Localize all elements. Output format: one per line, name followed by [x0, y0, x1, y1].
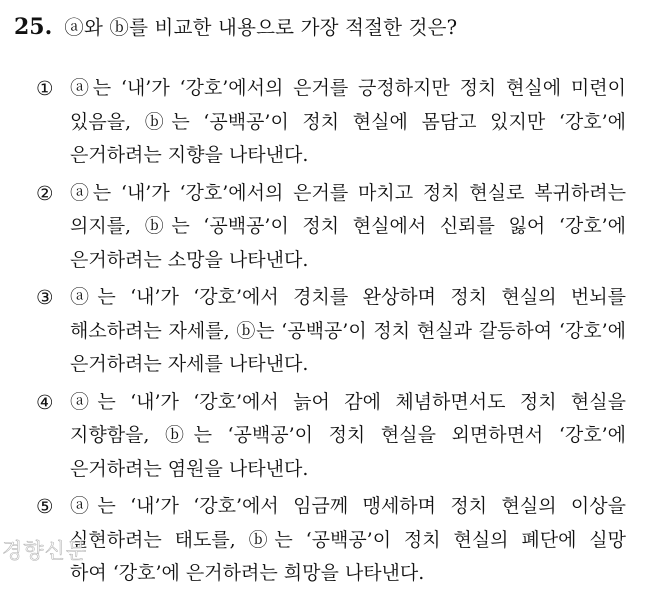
- option-marker: ⑤: [36, 495, 54, 518]
- answer-option-3[interactable]: [14, 281, 650, 382]
- answer-option-4[interactable]: [14, 386, 650, 487]
- exam-question: [14, 12, 650, 595]
- option-text-line: ⓐ는 ‘내’가 ‘강호’에서 경치를 완상하며 정치 현실의 번뇌를: [70, 286, 626, 308]
- option-text-line: ⓐ는 ‘내’가 ‘강호’에서 임금께 맹세하며 정치 현실의 이상을: [70, 495, 626, 517]
- option-text-line: 은거하려는 지향을 나타낸다.: [70, 144, 309, 166]
- option-marker: ③: [36, 286, 54, 309]
- option-text-line: 있음을, ⓑ는 ‘공백공’이 정치 현실에 몸담고 있지만 ‘강호’에: [70, 110, 626, 133]
- option-marker: ④: [36, 390, 54, 414]
- option-text-line: ⓐ는 ‘내’가 ‘강호’에서의 은거를 마치고 정치 현실로 복귀하려는: [70, 181, 626, 204]
- option-text-line: 지향함을, ⓑ는 ‘공백공’이 정치 현실을 외면하면서 ‘강호’에: [70, 424, 626, 446]
- question-number: 25.: [14, 14, 53, 40]
- option-text-line: 은거하려는 자세를 나타낸다.: [70, 353, 309, 375]
- option-text-line: 실현하려는 태도를, ⓑ는 ‘공백공’이 정치 현실의 폐단에 실망: [70, 528, 626, 551]
- option-marker: ①: [36, 77, 54, 100]
- option-text-line: 은거하려는 염원을 나타낸다.: [70, 457, 309, 480]
- question-header: [14, 12, 650, 50]
- newspaper-watermark: 경향신문: [2, 539, 88, 563]
- option-text-line: 하여 ‘강호’에 은거하려는 희망을 나타낸다.: [70, 562, 425, 584]
- option-text-line: 은거하려는 소망을 나타낸다.: [70, 248, 309, 271]
- answer-option-5[interactable]: [14, 490, 650, 591]
- answer-options: [14, 72, 650, 591]
- option-text-line: 의지를, ⓑ는 ‘공백공’이 정치 현실에서 신뢰를 잃어 ‘강호’에: [70, 215, 626, 237]
- question-prompt: ⓐ와 ⓑ를 비교한 내용으로 가장 적절한 것은?: [64, 16, 458, 39]
- option-text-line: ⓐ는 ‘내’가 ‘강호’에서의 은거를 긍정하지만 정치 현실에 미련이: [70, 77, 626, 99]
- option-marker: ②: [36, 181, 54, 205]
- answer-option-1[interactable]: [14, 72, 650, 173]
- option-text-line: ⓐ는 ‘내’가 ‘강호’에서 늙어 감에 체념하면서도 정치 현실을: [70, 390, 626, 413]
- answer-option-2[interactable]: [14, 177, 650, 278]
- option-text-line: 해소하려는 자세를, ⓑ는 ‘공백공’이 정치 현실과 갈등하여 ‘강호’에: [70, 319, 626, 342]
